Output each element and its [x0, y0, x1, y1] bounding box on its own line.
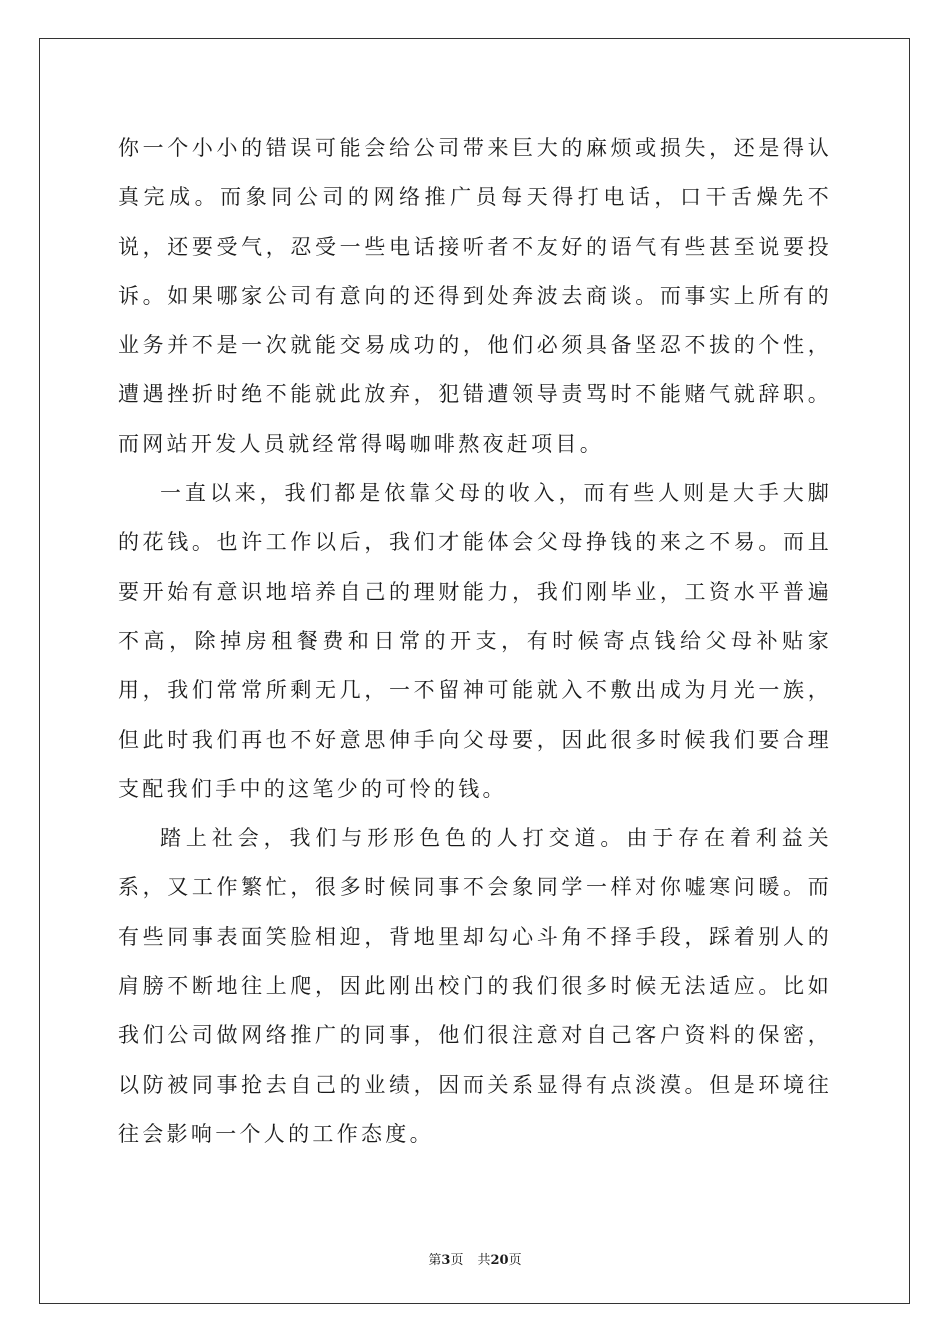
- page-prefix: 第: [428, 1253, 442, 1268]
- paragraph-3: 踏上社会，我们与形形色色的人打交道。由于存在着利益关系，又工作繁忙，很多时候同事不会象同学一样对你嘘寒问暖。而有些同事表面笑脸相迎，背地里却勾心斗角不择手段，踩着别人的肩膀不断地往上爬，因此刚出校门的我们很多时候无法适应。比如我们公司做网络推广的同事，他们很注意对自己客户资料的保密，以防被同事抢去自己的业绩，因而关系显得有点淡漠。但是环境往往会影响一个人的工作态度。: [118, 826, 832, 1146]
- total-pages: 20: [490, 1253, 509, 1268]
- page-number: 3: [441, 1253, 451, 1268]
- total-suffix: 页: [508, 1253, 522, 1268]
- page-footer: [0, 1249, 950, 1268]
- paragraph-1: 你一个小小的错误可能会给公司带来巨大的麻烦或损失，还是得认真完成。而象同公司的网络推广员每天得打电话，口干舌燥先不说，还要受气，忍受一些电话接听者不友好的语气有些甚至说要投诉。如果哪家公司有意向的还得到处奔波去商谈。而事实上所有的业务并不是一次就能交易成功的，他们必须具备坚忍不拔的个性，遭遇挫折时绝不能就此放弃，犯错遭领导责骂时不能赌气就辞职。而网站开发人员就经常得喝咖啡熬夜赶项目。: [118, 136, 832, 456]
- total-prefix: 共: [477, 1253, 491, 1268]
- paragraph-2: 一直以来，我们都是依靠父母的收入，而有些人则是大手大脚的花钱。也许工作以后，我们才能体会父母挣钱的来之不易。而且要开始有意识地培养自己的理财能力，我们刚毕业，工资水平普遍不高，除掉房租餐费和日常的开支，有时候寄点钱给父母补贴家用，我们常常所剩无几，一不留神可能就入不敷出成为月光一族，但此时我们再也不好意思伸手向父母要，因此很多时候我们要合理支配我们手中的这笔少的可怜的钱。: [118, 481, 832, 801]
- document-body: [118, 124, 832, 1159]
- page-suffix: 页: [450, 1253, 464, 1268]
